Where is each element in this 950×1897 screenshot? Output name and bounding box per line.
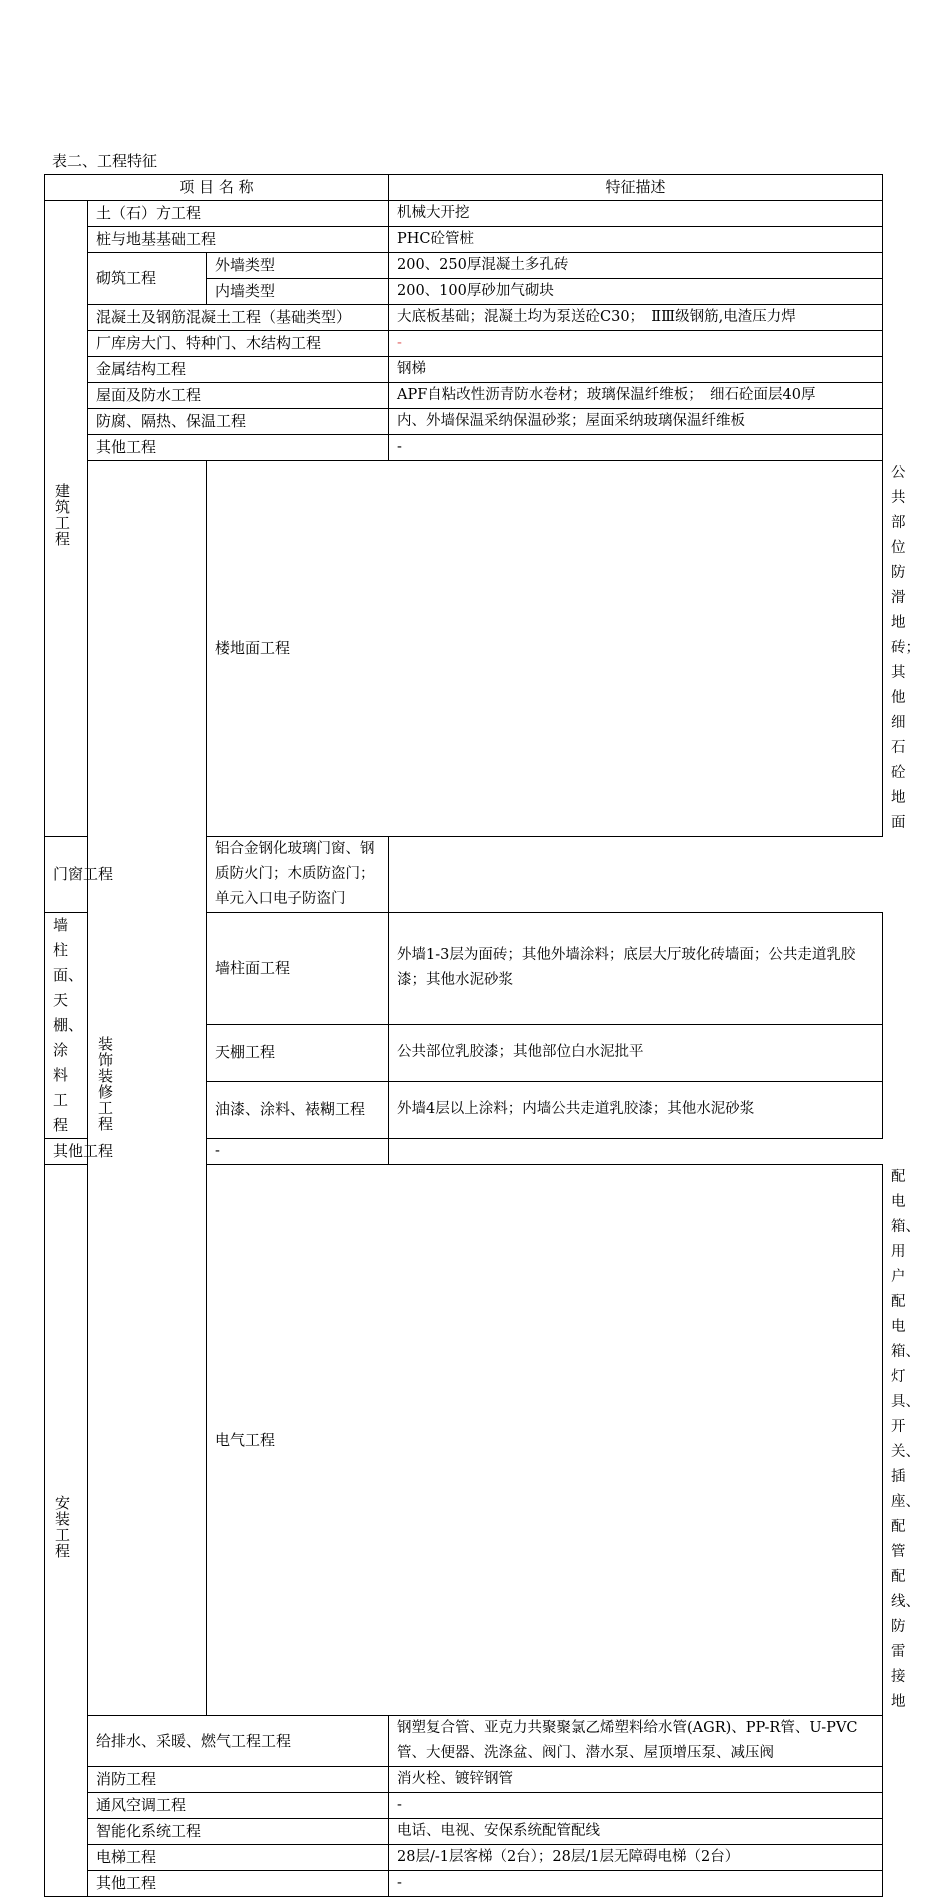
item-name: 桩与地基基础工程 [88,227,389,253]
item-desc: 电话、电视、安保系统配管配线 [389,1819,883,1845]
category-label: 建筑工程 [53,482,71,547]
item-desc: - [389,435,883,461]
table-row [45,201,883,227]
table-row [45,305,883,331]
item-name: 通风空调工程 [88,1793,389,1819]
item-desc: 外墙4层以上涂料；内墙公共走道乳胶漆；其他水泥砂浆 [389,1081,883,1138]
item-name: 智能化系统工程 [88,1819,389,1845]
item-name: 墙柱面、天棚、涂料工程 [45,913,88,1139]
category-cell [45,1165,88,1897]
category-cell [88,461,207,1716]
table-row [45,409,883,435]
item-desc: APF自粘改性沥青防水卷材；玻璃保温纤维板； 细石砼面层40厚 [389,383,883,409]
category-label: 安装工程 [53,1494,71,1559]
sub-item-name: 墙柱面工程 [207,913,389,1025]
table-row [45,435,883,461]
table-row: 安装工程 电气工程 配电箱、用户配电箱、灯具、开关、插座、配管配线、防雷接地 [45,1165,883,1716]
item-desc: PHC砼管桩 [389,227,883,253]
item-name: 屋面及防水工程 [88,383,389,409]
item-name: 其他工程 [88,1871,389,1897]
table-row [45,1819,883,1845]
table-row [45,357,883,383]
item-name: 电气工程 [207,1165,883,1716]
table-header-row [45,175,883,201]
item-desc: 机械大开挖 [389,201,883,227]
table-row [45,1716,883,1767]
item-name: 防腐、隔热、保温工程 [88,409,389,435]
item-name: 金属结构工程 [88,357,389,383]
engineering-features-table [44,174,920,1897]
item-desc: 公共部位乳胶漆；其他部位白水泥批平 [389,1024,883,1081]
item-desc: 200、100厚砂加气砌块 [389,279,883,305]
item-desc: 200、250厚混凝土多孔砖 [389,253,883,279]
table-row [45,1767,883,1793]
item-name: 其他工程 [88,435,389,461]
table-row [45,1871,883,1897]
item-desc: - [389,331,883,357]
sub-item-name: 内墙类型 [207,279,389,305]
item-name: 混凝土及钢筋混凝土工程（基础类型） [88,305,389,331]
item-desc: - [207,1139,389,1165]
item-desc: 钢塑复合管、亚克力共聚聚氯乙烯塑料给水管(AGR)、PP-R管、U-PVC管、大便器、洗涤盆、阀门、潜水泵、屋顶增压泵、减压阀 [389,1716,883,1767]
item-desc: 大底板基础；混凝土均为泵送砼C30； ⅡⅢ级钢筋,电渣压力焊 [389,305,883,331]
item-desc: - [389,1793,883,1819]
item-name: 厂库房大门、特种门、木结构工程 [88,331,389,357]
sub-item-name: 油漆、涂料、裱糊工程 [207,1081,389,1138]
table-row [45,837,883,913]
table-row [45,1793,883,1819]
item-desc: 消火栓、镀锌钢管 [389,1767,883,1793]
item-name: 楼地面工程 [207,461,883,837]
table-caption: 表二、工程特征 [52,152,158,170]
item-name: 电梯工程 [88,1845,389,1871]
item-desc: 外墙1-3层为面砖；其他外墙涂料；底层大厅玻化砖墙面；公共走道乳胶漆；其他水泥砂浆 [389,913,883,1025]
table-row [45,1139,883,1165]
item-name: 给排水、采暖、燃气工程工程 [88,1716,389,1767]
sub-item-name: 天棚工程 [207,1024,389,1081]
table-row [45,331,883,357]
item-name: 其他工程 [45,1139,207,1165]
item-desc: 28层/-1层客梯（2台）；28层/1层无障碍电梯（2台） [389,1845,883,1871]
item-desc: 内、外墙保温采纳保温砂浆；屋面采纳玻璃保温纤维板 [389,409,883,435]
header-item-name: 项 目 名 称 [45,175,389,201]
item-name: 土（石）方工程 [88,201,389,227]
table-row [45,383,883,409]
sub-item-name: 外墙类型 [207,253,389,279]
table-row [45,227,883,253]
category-cell [45,201,88,837]
item-name: 砌筑工程 [88,253,207,305]
table-row: 装饰装修工程 楼地面工程 公共部位防滑地砖；其他细石砼地面 [45,461,883,837]
table-row [45,253,883,279]
table-row [45,1845,883,1871]
item-desc: 铝合金钢化玻璃门窗、钢质防火门；木质防盗门；单元入口电子防盗门 [207,837,389,913]
header-description: 特征描述 [389,175,883,201]
category-label: 装饰装修工程 [96,1036,114,1132]
item-name: 门窗工程 [45,837,207,913]
item-desc: - [389,1871,883,1897]
item-desc: 钢梯 [389,357,883,383]
item-name: 消防工程 [88,1767,389,1793]
